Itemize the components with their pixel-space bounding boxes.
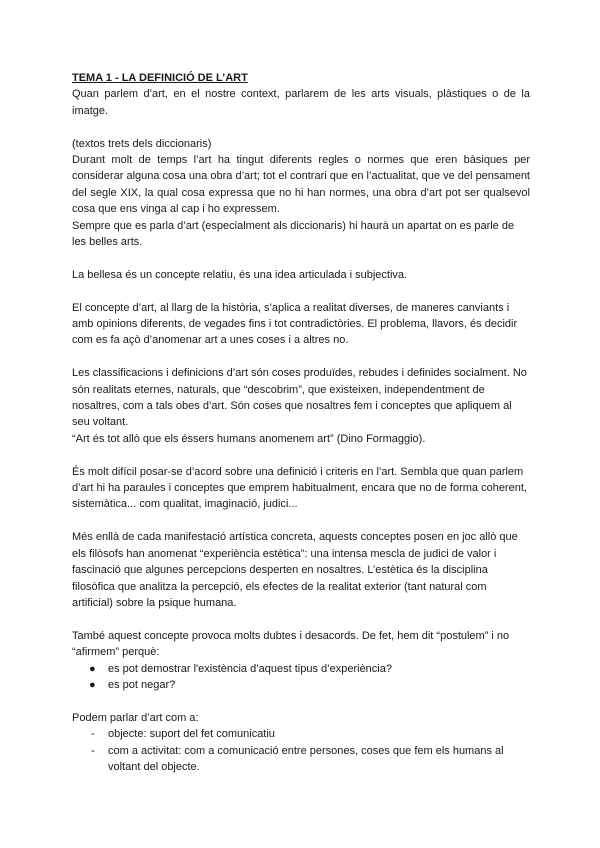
fine-arts-paragraph: Sempre que es parla d’art (especialment als diccionaris) hi haurà un apartat on es parle de les belles arts.: [72, 219, 515, 249]
list-item: [72, 661, 530, 677]
doubts-paragraph: També aquest concepte provoca molts dubtes i desacords. De fet, hem dit “postulem” i no “afirmem” perquè:: [72, 629, 510, 659]
list-item: [72, 677, 530, 693]
list-item-text: es pot negar?: [108, 678, 176, 691]
rules-paragraph: Durant molt de temps l’art ha tingut diferents regles o normes que eren bàsiques per considerar alguna cosa una obra d’art; tot el contrari que en l’actualitat, que ve del pensament del segle XIX, la qual cosa expressa que no hi han normes, una obra d’art pot ser qualsevol cosa que ens vinga al cap i ho expressem.: [72, 154, 530, 216]
dash-icon: -: [91, 744, 95, 757]
classifications-paragraph: Les classificacions i definicions d’art són coses produïdes, rebudes i definides socialment. No són realitats eternes, naturals, que “descobrim”, que existeixen, independentment de nosaltres, com a tals obes d’art. Són coses que nosaltres fem i conceptes que apliquem al seu voltant.: [72, 367, 527, 429]
speak-paragraph: Podem parlar d’art com a:: [72, 711, 199, 724]
bullet-icon: ●: [89, 662, 96, 675]
document-title: TEMA 1 - LA DEFINICIÓ DE L’ART: [72, 72, 248, 84]
list-item: [72, 743, 530, 776]
history-paragraph: El concepte d’art, al llarg de la història, s’aplica a realitat diverses, de maneres canviants i amb opinions diferents, de vegades fins i tot contradictòries. El problema, llavors, és decidir com es fa açò d’anomenar art a unes coses i a altres no.: [72, 301, 518, 347]
list-item-text: com a activitat: com a comunicació entre persones, coses que fem els humans al voltant del objecte.: [108, 744, 504, 773]
dash-icon: -: [91, 728, 95, 741]
question-list: [72, 661, 530, 694]
difficulty-paragraph: És molt difícil posar-se d’acord sobre una definició i criteris en l’art. Sembla que quan parlem d’art hi ha paraules i conceptes que emprem habitualment, encara que no de forma coherent, sistemàtica... com qualitat, imaginació, judici...: [72, 465, 527, 511]
list-item-text: objecte: suport del fet comunicatiu: [108, 728, 275, 741]
list-item: [72, 726, 530, 742]
intro-paragraph: Quan parlem d’art, en el nostre context, parlarem de les arts visuals, plàstiques o de la imatge.: [72, 88, 530, 117]
document-page: [72, 70, 530, 775]
formaggio-quote: “Art és tot allò que els éssers humans anomenem art” (Dino Formaggio).: [72, 432, 426, 445]
beauty-paragraph: La bellesa és un concepte relatiu, és una idea articulada i subjectiva.: [72, 268, 408, 281]
source-note: (textos trets dels diccionaris): [72, 137, 212, 150]
list-item-text: es pot demostrar l'existència d’aquest tipus d’experiència?: [108, 662, 392, 675]
art-as-list: [72, 726, 530, 775]
bullet-icon: ●: [89, 678, 96, 691]
aesthetic-paragraph: Més enllà de cada manifestació artística concreta, aquests conceptes posen en joc allò que els filòsofs han anomenat “experiència estètica”: una intensa mescla de judici de valor i fascinació que algunes percepcions desperten en nosaltres. L’estètica és la disciplina filosòfica que analitza la percepció, els efectes de la realitat exterior (tant natural com artificial) sobre la psique humana.: [72, 531, 518, 609]
